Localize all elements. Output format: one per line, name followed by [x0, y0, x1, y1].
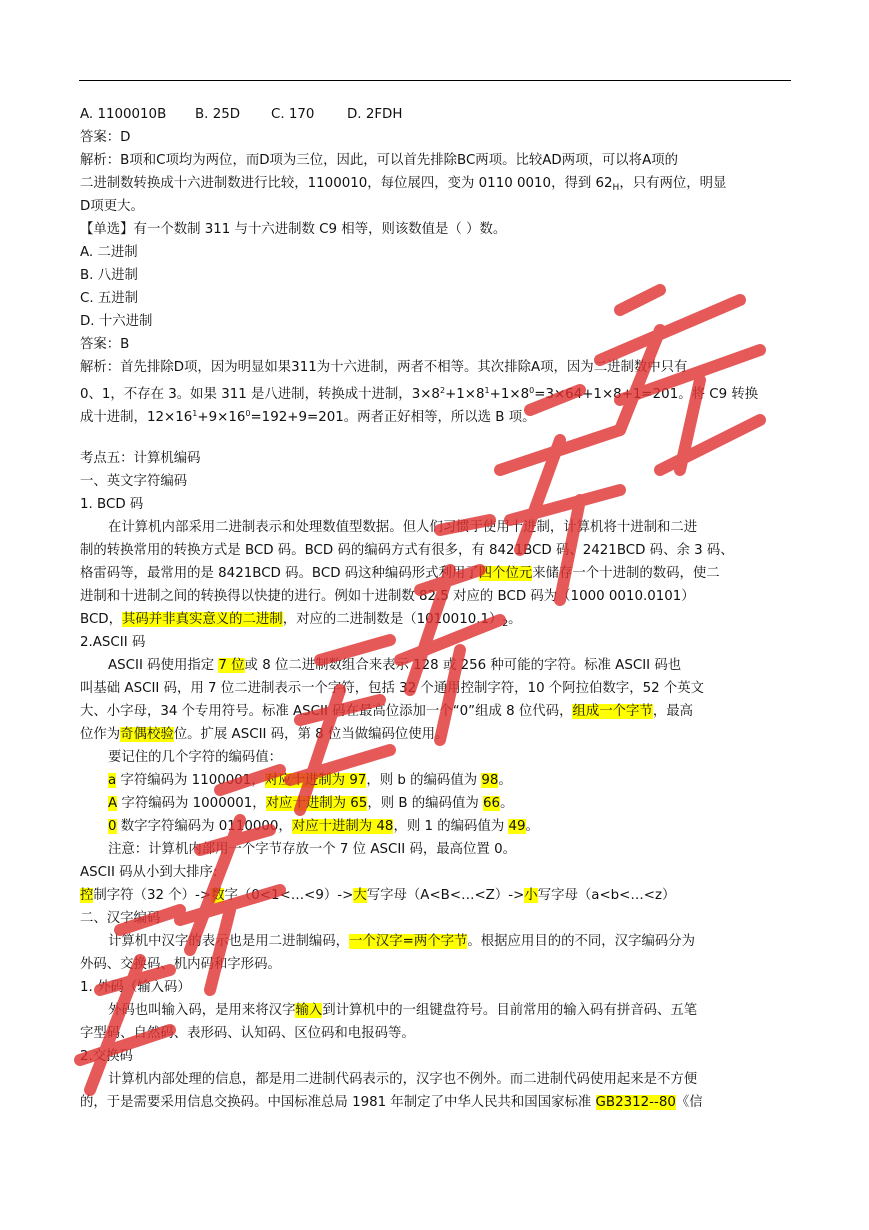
bcd-para-line3 [80, 565, 720, 583]
code-row-0 [108, 818, 539, 836]
text: 写字母（a<b<…<z） [537, 888, 676, 903]
highlight: 对应十进制为 97 [264, 773, 367, 788]
text: 来储存一个十进制的数码，使二 [532, 566, 720, 581]
text: 外码也叫输入码，是用来将汉字 [108, 1003, 296, 1018]
text: ，则 B 的编码值为 [367, 796, 484, 811]
text: 二进制数转换成十六进制数进行比较，1100010，每位展四，变为 0110 0010，得到 62 [80, 176, 613, 191]
code-row-A [108, 795, 513, 813]
explanation-2-line2 [80, 382, 758, 404]
highlight: a [108, 773, 117, 788]
text: 位。扩展 ASCII 码，第 8 位当做编码位使用。 [173, 727, 449, 742]
ascii-para-line1 [108, 657, 681, 675]
ascii-para-line2: 叫基础 ASCII 码，用 7 位二进制表示一个字符，包括 32 个通用控制字符，10 个阿拉伯数字，52 个英文 [80, 681, 705, 696]
option-c: C. 170 [271, 107, 315, 122]
wm-para-line2: 字型码、自然码、表形码、认知码、区位码和电报码等。 [80, 1026, 415, 1041]
text: ，对应的二进制数是（1010010.1） [282, 612, 503, 627]
text: 《信 [675, 1095, 703, 1110]
explanation-2-line1: 解析：首先排除D项，因为明显如果311为十六进制，两者不相等。其次排除A项，因为二进制数中只有 [80, 360, 688, 375]
heading-external-code: 1. 外码（输入码） [80, 980, 191, 995]
option-a: A. 1100010B [80, 107, 167, 122]
heading-ascii: 2.ASCII 码 [80, 635, 146, 650]
text: 字（0<1<…<9）-> [224, 888, 354, 903]
jh-para-line2 [80, 1094, 703, 1112]
jh-para-line1: 计算机内部处理的信息，都是用二进制代码表示的，汉字也不例外。而二进制代码使用起来是不方便 [108, 1072, 698, 1087]
text: 到计算机中的一组键盘符号。目前常用的输入码有拼音码、五笔 [322, 1003, 698, 1018]
superscript: 1 [192, 409, 198, 418]
highlight: 输入 [295, 1003, 323, 1018]
heading-exchange-code: 2.交换码 [80, 1049, 133, 1064]
highlight: 控 [80, 888, 94, 903]
text: 大、小字母，34 个专用符号。标准 ASCII 码在最高位添加一个“0”组成 8 位代码， [80, 704, 573, 719]
text: ，则 b 的编码值为 [366, 773, 482, 788]
text: ，则 1 的编码值为 [393, 819, 509, 834]
subscript: H [612, 183, 620, 193]
highlight: 一个汉字=两个字节 [349, 934, 468, 949]
ascii-order-title: ASCII 码从小到大排序: [80, 865, 218, 880]
text: 。 [525, 819, 539, 834]
hz-para-line2: 外码、交换码、机内码和字形码。 [80, 957, 281, 972]
subscript: 2 [502, 619, 509, 629]
q2-option-a: A. 二进制 [80, 245, 138, 260]
highlight: 49 [508, 819, 526, 834]
text: +1×8 [445, 387, 485, 402]
highlight: A [108, 796, 118, 811]
text: 写字母（A<B<…<Z）-> [366, 888, 525, 903]
ascii-para-line4 [80, 726, 448, 744]
text: ，最高 [652, 704, 693, 719]
bcd-para-line5 [80, 611, 522, 633]
ascii-para-line3 [80, 703, 693, 721]
text: 。根据应用目的的不同，汉字编码分为 [467, 934, 696, 949]
watermark-stroke [600, 290, 760, 470]
text: =3×64+1×8+1=201。将 C9 转换 [534, 387, 759, 402]
heading-english-encoding: 一、英文字符编码 [80, 474, 188, 489]
bcd-para-line2: 制的转换常用的转换方式是 BCD 码。BCD 码的编码方式有很多，有 8421BCD 码、2421BCD 码、余 3 码、 [80, 543, 734, 558]
superscript: 0 [245, 409, 251, 418]
superscript: 1 [484, 386, 490, 395]
highlight: 对应十进制为 48 [291, 819, 394, 834]
bcd-para-line4: 进制和十进制之间的转换得以快捷的进行。例如十进制数 82.5 对应的 BCD 码为（1000 0010.0101） [80, 589, 695, 604]
section-title: 考点五：计算机编码 [80, 451, 201, 466]
text: BCD， [80, 612, 123, 627]
text: 成十进制，12×16 [80, 410, 193, 425]
explanation-1-line2 [80, 175, 726, 197]
highlight: GB2312--80 [595, 1095, 676, 1110]
highlight: 小 [524, 888, 538, 903]
text: +9×16 [197, 410, 246, 425]
question-2-stem: 【单选】有一个数制 311 与十六进制数 C9 相等，则该数值是（ ）数。 [80, 222, 507, 237]
text: 位作为 [80, 727, 121, 742]
heading-bcd: 1. BCD 码 [80, 497, 144, 512]
ascii-order [80, 887, 675, 905]
text: +1×8 [489, 387, 530, 402]
heading-chinese-encoding: 二、汉字编码 [80, 911, 161, 926]
superscript: 0 [529, 386, 535, 395]
highlight: 98 [481, 773, 499, 788]
text: 字符编码为 1000001， [117, 796, 266, 811]
text: ASCII 码使用指定 [108, 658, 219, 673]
text: =192+9=201。两者正好相等，所以选 B 项。 [250, 410, 536, 425]
explanation-2-line3 [80, 405, 536, 427]
text: 。 [508, 612, 522, 627]
explanation-1-line1: 解析：B项和C项均为两位，而D项为三位，因此，可以首先排除BC两项。比较AD两项，可以将A项的 [80, 153, 679, 168]
explanation-1-line3: D项更大。 [80, 199, 144, 214]
text: ，只有两位，明显 [619, 176, 727, 191]
code-row-a [108, 772, 512, 790]
text: 或 8 位二进制数组合来表示 128 或 256 种可能的字符。标准 ASCII 码也 [244, 658, 682, 673]
highlight: 数 [211, 888, 225, 903]
highlight: 奇偶校验 [120, 727, 174, 742]
hz-para-line1 [108, 933, 695, 951]
highlight: 66 [483, 796, 501, 811]
text: 的，于是需要采用信息交换码。中国标准总局 1981 年制定了中华人民共和国国家标准 [80, 1095, 596, 1110]
text: 数字字符编码为 0110000， [116, 819, 292, 834]
text: 。 [500, 796, 514, 811]
highlight: 组成一个字节 [572, 704, 653, 719]
highlight: 其码并非真实意义的二进制 [122, 612, 283, 627]
text: 格雷码等，最常用的是 8421BCD 码。BCD 码这种编码形式利用了 [80, 566, 479, 581]
text: 0、1，不存在 3。如果 311 是八进制，转换成十进制，3×8 [80, 387, 440, 402]
wm-para-line1 [108, 1002, 697, 1020]
bcd-para-line1: 在计算机内部采用二进制表示和处理数值型数据。但人们习惯于使用十进制，计算机将十进制和二进 [108, 520, 698, 535]
option-d: D. 2FDH [347, 107, 403, 122]
q1-options [80, 106, 402, 124]
superscript: 2 [439, 386, 446, 395]
text: 制字符（32 个）-> [93, 888, 212, 903]
highlight: 7 位 [218, 658, 245, 673]
highlight: 四个位元 [478, 566, 533, 581]
remember-line: 要记住的几个字符的编码值： [108, 750, 283, 765]
option-b: B. 25D [195, 107, 241, 122]
q2-option-b: B. 八进制 [80, 268, 138, 283]
note-line: 注意：计算机内部用一个字节存放一个 7 位 ASCII 码，最高位置 0。 [108, 842, 516, 857]
answer-2: 答案：B [80, 337, 130, 352]
text: 字符编码为 1100001， [116, 773, 265, 788]
highlight: 0 [108, 819, 117, 834]
text: 计算机中汉字的表示也是用二进制编码， [108, 934, 350, 949]
answer-1: 答案：D [80, 130, 131, 145]
header-rule [79, 80, 791, 81]
highlight: 大 [353, 888, 367, 903]
highlight: 对应十进制为 65 [265, 796, 368, 811]
text: 。 [498, 773, 512, 788]
q2-option-d: D. 十六进制 [80, 314, 153, 329]
q2-option-c: C. 五进制 [80, 291, 139, 306]
